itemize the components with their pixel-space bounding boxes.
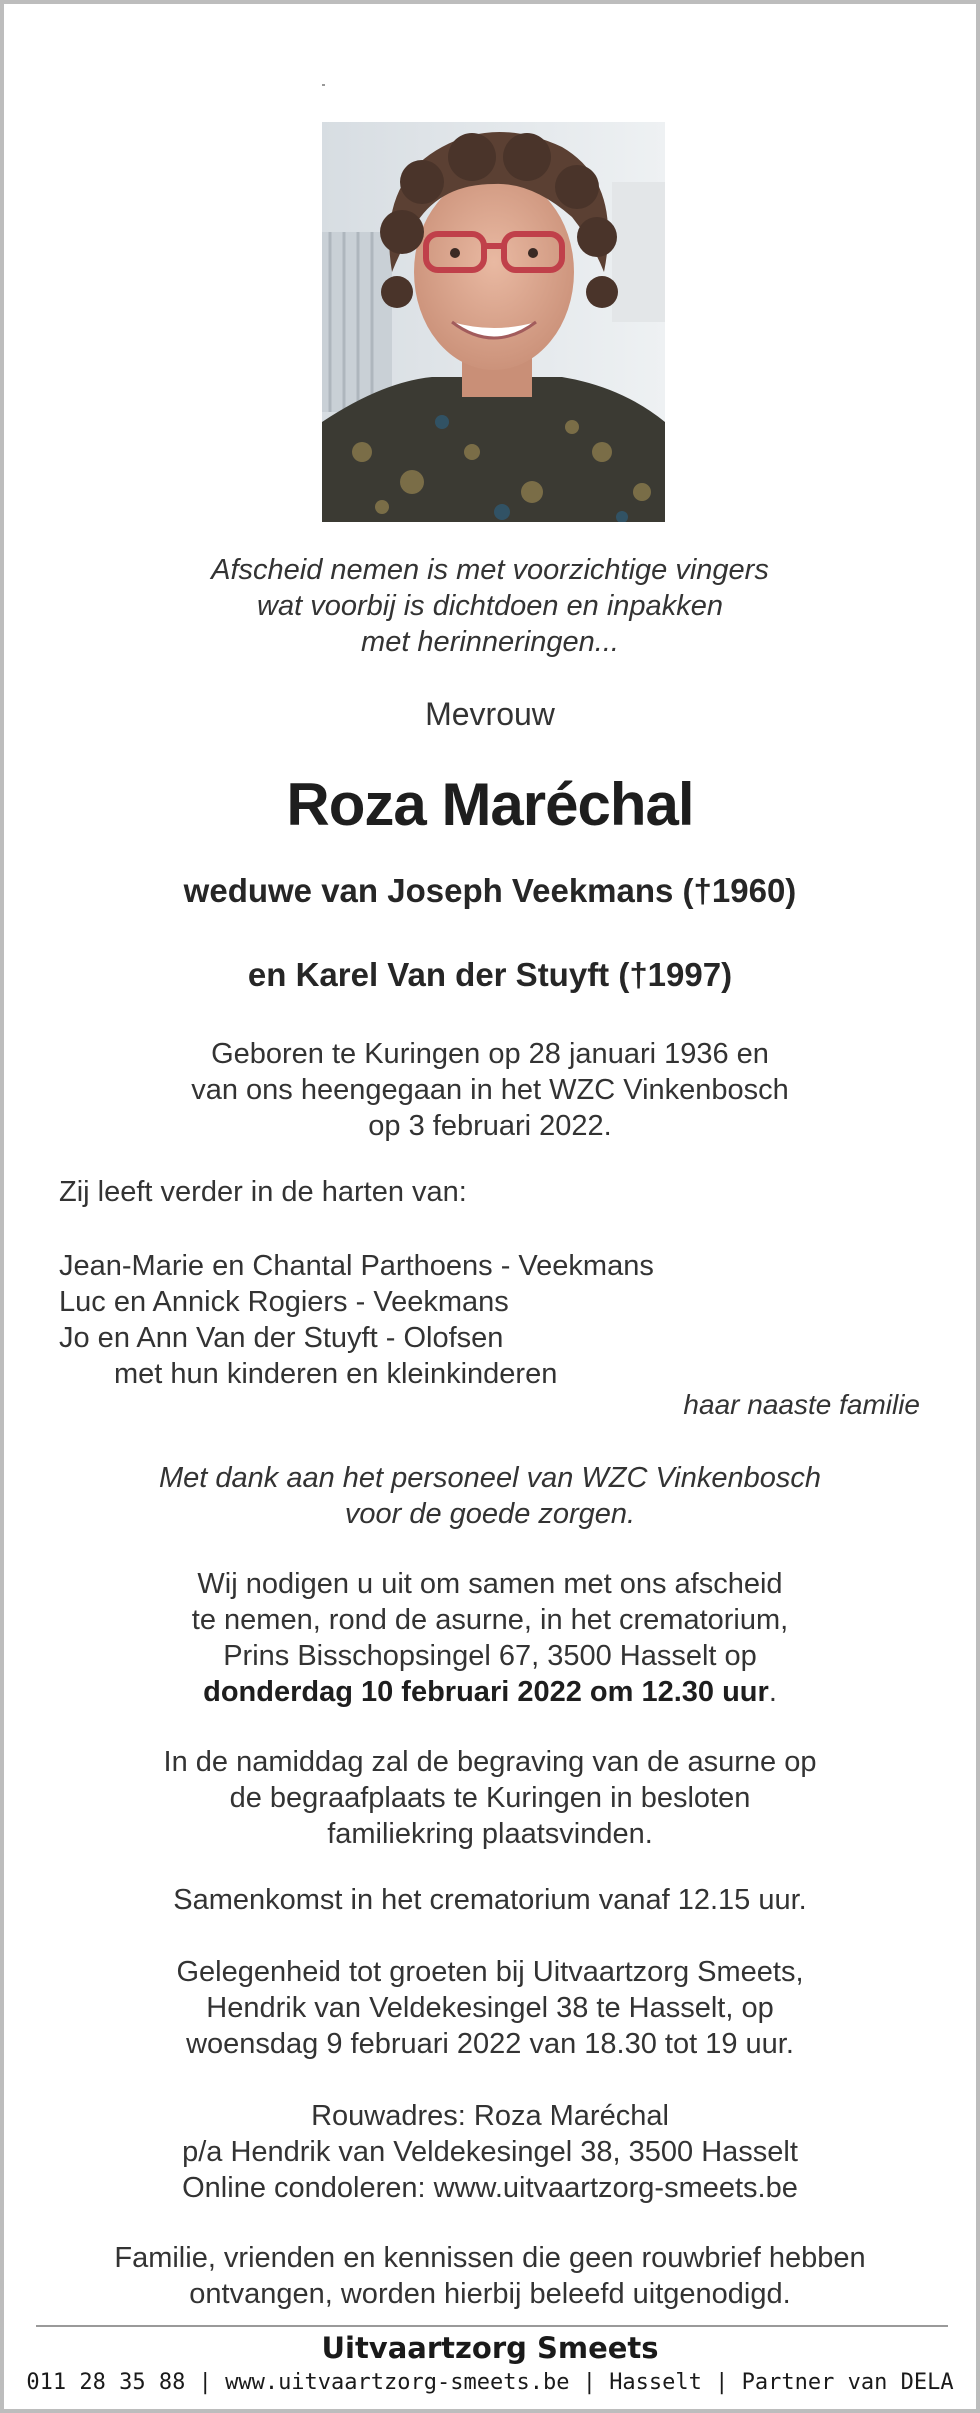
ceremony-date-suffix: . (768, 1676, 777, 1708)
family-member: Jean-Marie en Chantal Parthoens - Veekmans (59, 1250, 654, 1282)
invite-date-line (4, 1674, 976, 1710)
birth-line: van ons heengegaan in het WZC Vinkenbosch (191, 1074, 789, 1106)
honorific: Mevrouw (425, 696, 555, 732)
burial-line: familiekring plaatsvinden. (327, 1818, 653, 1850)
greeting-line: Gelegenheid tot groeten bij Uitvaartzorg Smeets, (176, 1956, 804, 1988)
poem-line: wat voorbij is dichtdoen en inpakken (257, 590, 723, 622)
address-line: Online condoleren: www.uitvaartzorg-smeets.be (182, 2172, 798, 2204)
widow-line-1: weduwe van Joseph Veekmans (†1960) (183, 872, 797, 909)
poem-line: Afscheid nemen is met voorzichtige vingers (211, 554, 769, 586)
closing-line: ontvangen, worden hierbij beleefd uitgenodigd. (189, 2278, 791, 2310)
family-list (59, 1248, 654, 1392)
invitation (4, 1566, 976, 1710)
poem (4, 552, 976, 660)
family-signature: haar naaste familie (683, 1389, 920, 1420)
footer-divider (36, 2325, 948, 2327)
family-member: Luc en Annick Rogiers - Veekmans (59, 1286, 509, 1318)
birth-line: Geboren te Kuringen op 28 januari 1936 en (211, 1038, 769, 1070)
invite-line: Wij nodigen u uit om samen met ons afscheid (197, 1568, 783, 1600)
portrait-icon (322, 122, 665, 522)
widow-line-2: en Karel Van der Stuyft (†1997) (247, 956, 733, 993)
deceased-name: Roza Maréchal (286, 771, 694, 838)
family-children: met hun kinderen en kleinkinderen (114, 1358, 558, 1390)
thanks-note (4, 1460, 976, 1532)
thanks-line: voor de goede zorgen. (344, 1498, 636, 1530)
birth-death-info (4, 1036, 976, 1144)
invite-line: te nemen, rond de asurne, in het crematorium, (191, 1604, 789, 1636)
poem-line: met herinneringen... (361, 626, 619, 658)
closing-note (4, 2240, 976, 2312)
footer-contact: 011 28 35 88 | www.uitvaartzorg-smeets.be | Hasselt | Partner van DELA (26, 2370, 954, 2395)
thanks-line: Met dank aan het personeel van WZC Vinkenbosch (158, 1462, 821, 1494)
address-line: p/a Hendrik van Veldekesingel 38, 3500 Hasselt (182, 2136, 798, 2168)
burial-line: In de namiddag zal de begraving van de asurne op (163, 1746, 817, 1778)
birth-line: op 3 februari 2022. (368, 1110, 612, 1142)
closing-line: Familie, vrienden en kennissen die geen rouwbrief hebben (114, 2242, 866, 2274)
family-member: Jo en Ann Van der Stuyft - Olofsen (59, 1322, 504, 1354)
ceremony-date: donderdag 10 februari 2022 om 12.30 uur (203, 1676, 769, 1708)
burial-info (4, 1744, 976, 1852)
footer-company: Uitvaartzorg Smeets (321, 2331, 659, 2365)
decorative-dot (322, 84, 325, 86)
portrait-photo (322, 122, 665, 522)
burial-line: de begraafplaats te Kuringen in besloten (229, 1782, 751, 1814)
greeting-line: Hendrik van Veldekesingel 38 te Hasselt, op (206, 1992, 774, 2024)
lives-on-heading: Zij leeft verder in de harten van: (59, 1176, 467, 1208)
mourning-address (4, 2098, 976, 2206)
greeting-line: woensdag 9 februari 2022 van 18.30 tot 19 uur. (186, 2028, 794, 2060)
invite-line: Prins Bisschopsingel 67, 3500 Hasselt op (223, 1640, 757, 1672)
gathering-info: Samenkomst in het crematorium vanaf 12.15 uur. (173, 1884, 807, 1916)
address-line: Rouwadres: Roza Maréchal (311, 2100, 669, 2132)
greeting-info (4, 1954, 976, 2062)
